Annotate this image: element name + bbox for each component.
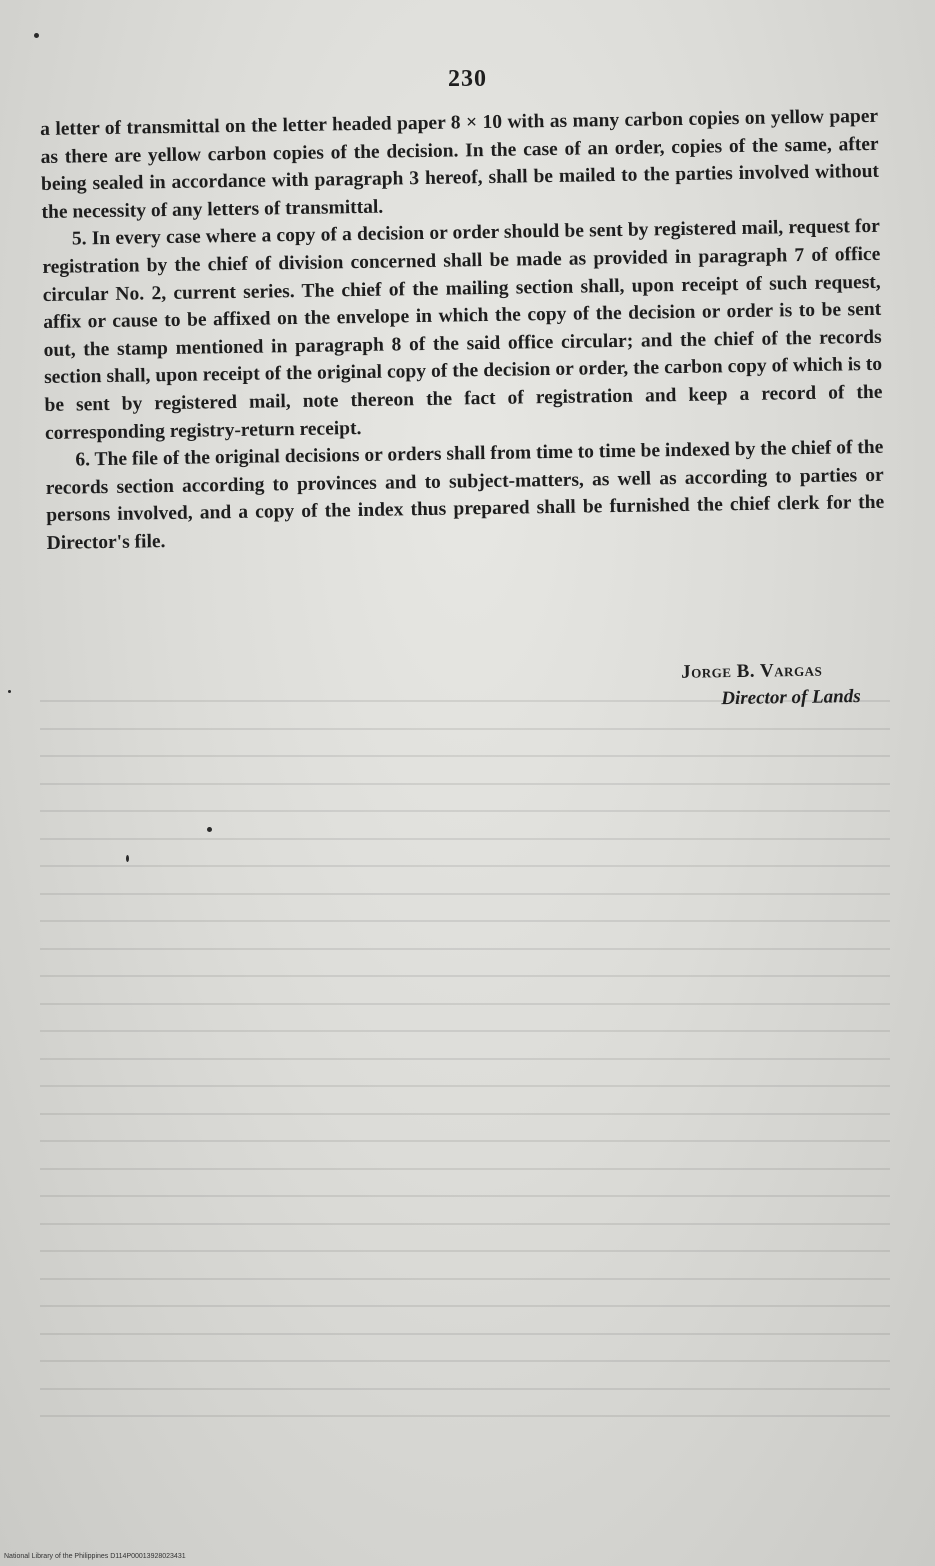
signature-block [520, 656, 861, 715]
bleed-through-text [40, 700, 890, 1460]
page-number: 230 [448, 66, 487, 92]
ink-speck [34, 33, 39, 38]
paragraph-continuation: a letter of transmittal on the letter headed paper 8 × 10 with as many carbon copies on yellow paper as there are yellow carbon copies of the decision. In the case of an order, copies of the same, after being sealed in accordance with paragraph 3 hereof, shall be mailed to the parties involved without the necessity of any letters of transmittal. [40, 105, 880, 223]
body-text [40, 103, 885, 558]
ink-speck [8, 690, 11, 693]
ink-speck [207, 827, 212, 832]
signatory-title: Director of Lands [721, 685, 861, 710]
paragraph-6: 6. The file of the original decisions or orders shall from time to time be indexed by the chief of the records section according to provinces and to subject-matters, as well as according to parties or persons involved, and a copy of the index thus prepared shall be furnished the chief clerk for the Director's file. [45, 436, 885, 554]
paragraph-5: 5. In every case where a copy of a decision or order should be sent by registered mail, request for registration by the chief of division concerned shall be made as provided in paragraph 7 of office circular No. 2, current series. The chief of the mailing section shall, upon receipt of such request, affix or cause to be affixed on the envelope in which the copy of the decision or order is to be sent out, the stamp mentioned in paragraph 8 of the said office circular; and the chief of the records section shall, upon receipt of the original copy of the decision or order, the carbon copy of which is to be sent by registered mail, note thereon the fact of registration and keep a record of the corresponding registry-return receipt. [42, 216, 883, 444]
archive-footer: National Library of the Philippines D114P00013928023431 [4, 1553, 186, 1560]
ink-speck [126, 855, 129, 862]
signatory-name: Jorge B. Vargas [680, 659, 823, 683]
